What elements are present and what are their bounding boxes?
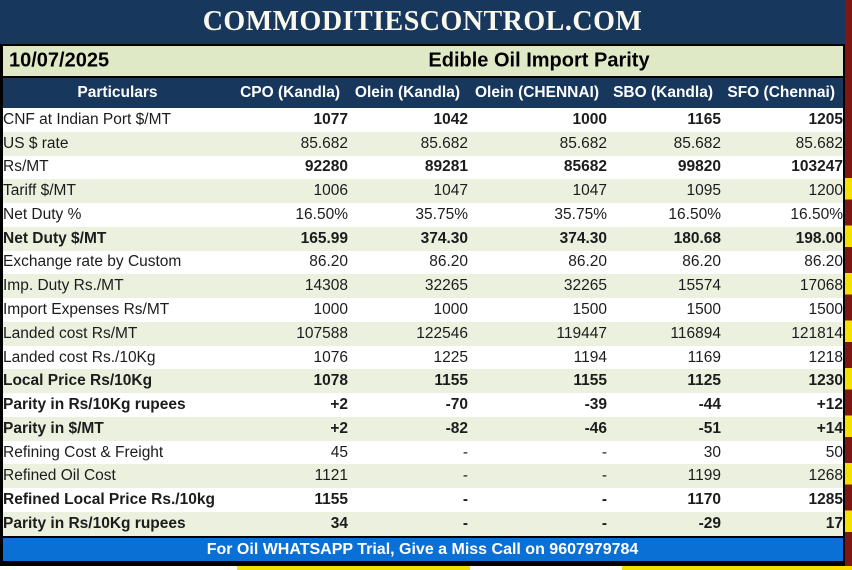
whatsapp-banner-text: For Oil WHATSAPP Trial, Give a Miss Call on 9607979784 xyxy=(206,540,639,558)
whatsapp-banner xyxy=(0,538,845,561)
cell-value: 1155 xyxy=(314,491,348,509)
cell-value: +12 xyxy=(816,396,843,414)
column-header: Olein (CHENNAI) xyxy=(475,84,599,101)
cell-value: 1205 xyxy=(808,110,843,128)
column-header: SFO (Chennai) xyxy=(727,84,835,101)
cell-value: 1500 xyxy=(572,301,607,318)
cell-value: 85682 xyxy=(563,158,607,176)
cell-value: 1155 xyxy=(434,372,468,390)
cell-value: - xyxy=(601,514,607,532)
cell-value: 1095 xyxy=(686,182,721,200)
cell-value: 15574 xyxy=(677,277,721,295)
cell-value: 116894 xyxy=(670,324,721,342)
cell-value: 1199 xyxy=(687,467,721,485)
cell-value: 34 xyxy=(330,514,348,532)
cell-value: +2 xyxy=(330,419,348,437)
table-row xyxy=(3,298,843,322)
table-row xyxy=(3,108,843,132)
cell-value: -70 xyxy=(445,396,468,414)
cell-value: 1047 xyxy=(572,182,607,200)
cell-value: 17 xyxy=(825,514,843,532)
cell-value: 85.682 xyxy=(300,134,348,152)
table-row xyxy=(3,441,843,465)
cell-value: 1268 xyxy=(808,467,843,485)
table-row xyxy=(3,464,843,488)
cell-value: 99820 xyxy=(677,158,721,176)
cell-value: - xyxy=(601,443,607,461)
cell-value: 1077 xyxy=(313,110,348,128)
cell-value: 85.682 xyxy=(795,134,843,152)
cell-value: - xyxy=(462,514,468,532)
column-header: Olein (Kandla) xyxy=(354,84,460,101)
column-header: Particulars xyxy=(77,84,158,101)
table-row xyxy=(3,227,843,251)
cell-value: 85.682 xyxy=(673,134,721,152)
cell-value: 107588 xyxy=(296,324,348,342)
cell-value: 1218 xyxy=(808,348,843,366)
cell-value: 1170 xyxy=(687,491,721,509)
cell-value: 86.20 xyxy=(309,253,348,271)
cell-value: 16.50% xyxy=(790,205,843,223)
table-row xyxy=(3,512,843,536)
row-label: Landed cost Rs./10Kg xyxy=(3,348,156,366)
cell-value: 1000 xyxy=(572,110,607,128)
title-row xyxy=(3,46,843,76)
cell-value: 121814 xyxy=(791,324,843,342)
table-row xyxy=(3,251,843,275)
cell-value: -44 xyxy=(698,396,721,414)
cell-value: 119447 xyxy=(556,324,607,342)
yellow-segment xyxy=(622,566,852,570)
row-label: Landed cost Rs/MT xyxy=(3,324,138,342)
cell-value: -29 xyxy=(698,514,721,532)
cell-value: 50 xyxy=(825,443,843,461)
table-row xyxy=(3,322,843,346)
row-label: Local Price Rs/10Kg xyxy=(3,372,153,390)
cell-value: 30 xyxy=(703,443,721,461)
cell-value: 1155 xyxy=(573,372,607,390)
report-title: Edible Oil Import Parity xyxy=(428,49,650,72)
table-row xyxy=(3,369,843,393)
cell-value: 180.68 xyxy=(673,229,721,247)
row-label: Parity in $/MT xyxy=(3,419,104,437)
row-label: CNF at Indian Port $/MT xyxy=(3,110,171,128)
table-row xyxy=(3,179,843,203)
row-label: Net Duty $/MT xyxy=(3,229,107,247)
cell-value: -46 xyxy=(584,419,607,437)
cell-value: - xyxy=(601,491,607,509)
table-row xyxy=(3,156,843,180)
cell-value: 86.20 xyxy=(429,253,468,271)
cell-value: 1125 xyxy=(687,372,721,390)
header-row xyxy=(3,78,843,108)
cell-value: 165.99 xyxy=(300,229,348,247)
column-header: SBO (Kandla) xyxy=(613,84,713,101)
cell-value: 85.682 xyxy=(420,134,468,152)
row-label: Imp. Duty Rs./MT xyxy=(3,277,124,295)
cell-value: 1200 xyxy=(808,182,843,200)
cell-value: 92280 xyxy=(304,158,348,176)
cell-value: 122546 xyxy=(416,324,468,342)
row-label: Exchange rate by Custom xyxy=(3,253,182,271)
cell-value: 45 xyxy=(330,443,348,461)
row-label: Tariff $/MT xyxy=(3,182,76,200)
cell-value: 1042 xyxy=(433,110,468,128)
cell-value: 85.682 xyxy=(559,134,607,152)
cell-value: 35.75% xyxy=(554,205,607,223)
cell-value: 198.00 xyxy=(795,229,843,247)
yellow-segment xyxy=(237,566,470,570)
cell-value: 374.30 xyxy=(420,229,468,247)
cell-value: 89281 xyxy=(424,158,468,176)
cell-value: 14308 xyxy=(304,277,348,295)
table-row xyxy=(3,393,843,417)
brand-title: COMMODITIESCONTROL.COM xyxy=(202,6,643,37)
cell-value: - xyxy=(462,491,468,509)
cell-value: 86.20 xyxy=(568,253,607,271)
row-label: Net Duty % xyxy=(3,205,82,223)
row-label: Refining Cost & Freight xyxy=(3,443,164,461)
cell-value: 1500 xyxy=(686,301,721,318)
cell-value: -51 xyxy=(698,419,721,437)
row-label: US $ rate xyxy=(3,134,69,152)
table-row xyxy=(3,417,843,441)
row-label: Refined Oil Cost xyxy=(3,467,116,485)
cell-value: 1500 xyxy=(808,301,843,318)
cell-value: 1285 xyxy=(808,491,843,509)
row-label: Parity in Rs/10Kg rupees xyxy=(3,514,186,532)
brand-band xyxy=(0,0,845,44)
cell-value: 1194 xyxy=(573,348,607,366)
cell-value: 374.30 xyxy=(559,229,607,247)
table-row xyxy=(3,203,843,227)
frame-left xyxy=(0,44,3,566)
cell-value: 103247 xyxy=(791,158,843,176)
cell-value: 35.75% xyxy=(415,205,468,223)
cell-value: 1000 xyxy=(313,301,348,318)
column-header: CPO (Kandla) xyxy=(240,84,340,101)
cell-value: +14 xyxy=(816,419,843,437)
cell-value: - xyxy=(601,467,607,485)
cell-value: 1165 xyxy=(687,110,721,128)
cell-value: 1121 xyxy=(314,467,348,485)
row-label: Refined Local Price Rs./10kg xyxy=(3,491,215,509)
cell-value: +2 xyxy=(330,396,348,414)
cell-value: 1047 xyxy=(433,182,468,200)
cell-value: 16.50% xyxy=(295,205,348,223)
table-row xyxy=(3,488,843,512)
cell-value: 16.50% xyxy=(668,205,721,223)
row-label: Parity in Rs/10Kg rupees xyxy=(3,396,186,414)
cell-value: -39 xyxy=(584,396,607,414)
cell-value: - xyxy=(462,467,468,485)
cell-value: 1078 xyxy=(313,372,348,390)
right-edge-yellow-marks xyxy=(845,152,852,540)
table-row xyxy=(3,346,843,370)
cell-value: 86.20 xyxy=(682,253,721,271)
table-body xyxy=(3,108,843,536)
cell-value: 86.20 xyxy=(804,253,843,271)
cell-value: 32265 xyxy=(424,277,468,295)
cell-value: 1169 xyxy=(687,348,721,366)
table-row xyxy=(3,274,843,298)
price-table xyxy=(3,78,843,536)
bottom-edge xyxy=(0,566,852,570)
cell-value: 1225 xyxy=(433,348,468,366)
report-date: 10/07/2025 xyxy=(9,49,110,72)
cell-value: -82 xyxy=(445,419,468,437)
cell-value: 32265 xyxy=(563,277,607,295)
cell-value: 17068 xyxy=(799,277,843,295)
table-header xyxy=(3,78,843,108)
cell-value: 1000 xyxy=(433,301,468,318)
cell-value: 1006 xyxy=(313,182,348,200)
row-label: Rs/MT xyxy=(3,158,49,176)
cell-value: 1230 xyxy=(808,372,843,390)
table-row xyxy=(3,132,843,156)
row-label: Import Expenses Rs/MT xyxy=(3,301,170,318)
cell-value: - xyxy=(462,443,468,461)
cell-value: 1076 xyxy=(313,348,348,366)
